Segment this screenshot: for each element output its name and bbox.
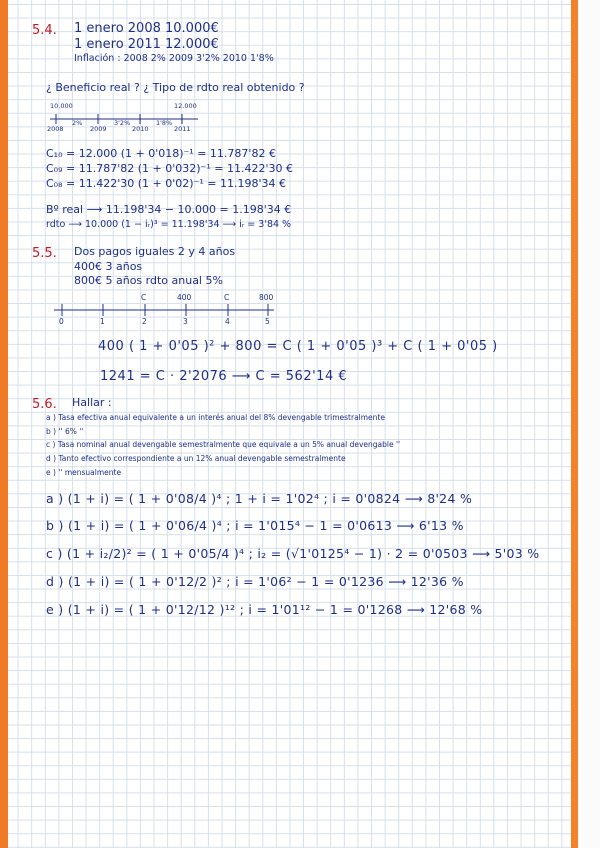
timeline-year-2009: 2009 (90, 125, 107, 133)
timeline-tick: 1 (100, 317, 105, 326)
exercise-5-5-result: 1241 = C · 2'2076 ⟶ C = 562'14 € (100, 369, 348, 384)
exercise-5-4-inflation: Inflación : 2008 2% 2009 3'2% 2010 1'8% (74, 53, 274, 64)
exercise-5-6-number: 5.6. (32, 397, 57, 412)
exercise-5-4-calc-2010: C₁₀ = 12.000 (1 + 0'018)⁻¹ = 11.787'82 € (46, 147, 276, 160)
timeline-year-2010: 2010 (132, 125, 149, 133)
exercise-5-4-real-profit: Bº real ⟶ 11.198'34 − 10.000 = 1.198'34 € (46, 203, 292, 216)
timeline-tick: 2 (142, 317, 147, 326)
exercise-5-5-line-3: 800€ 5 años rdto anual 5% (74, 274, 223, 287)
exercise-5-4-number: 5.4. (32, 23, 57, 38)
exercise-5-5-line-2: 400€ 3 años (74, 260, 143, 273)
timeline-payment-c-year-4: C (224, 293, 230, 302)
exercise-5-6-answer-a: a ) (1 + i) = ( 1 + 0'08/4 )⁴ ; 1 + i = 1'02⁴ ; i = 0'0824 ⟶ 8'24 % (46, 491, 473, 506)
exercise-5-6-statement-a: a ) Tasa efectiva anual equivalente a un interés anual del 8% devengable trimestralmente (46, 413, 385, 422)
exercise-5-6-statement-d: d ) Tanto efectivo correspondiente a un 12% anual devengable semestralmente (46, 454, 346, 463)
timeline-tick: 0 (59, 317, 64, 326)
timeline-value-end: 12.000 (174, 102, 197, 110)
timeline-value-start: 10.000 (50, 102, 73, 110)
exercise-5-6-statement-b: b ) '' 6% '' (46, 427, 84, 436)
timeline-rate-2008: 2% (72, 119, 83, 127)
exercise-5-4-line-1: 1 enero 2008 10.000€ (74, 21, 219, 36)
exercise-5-6-answer-e: e ) (1 + i) = ( 1 + 0'12/12 )¹² ; i = 1'01¹² − 1 = 0'1268 ⟶ 12'68 % (46, 602, 483, 617)
timeline-year-2011: 2011 (174, 125, 191, 133)
exercise-5-5-equation: 400 ( 1 + 0'05 )² + 800 = C ( 1 + 0'05 )³ + C ( 1 + 0'05 ) (98, 339, 498, 354)
exercise-5-4-calc-2009: C₀₉ = 11.787'82 (1 + 0'032)⁻¹ = 11.422'30 € (46, 162, 293, 175)
timeline-tick: 3 (183, 317, 188, 326)
exercise-5-6-title: Hallar : (72, 396, 112, 409)
exercise-5-6-answer-d: d ) (1 + i) = ( 1 + 0'12/2 )² ; i = 1'06² − 1 = 0'1236 ⟶ 12'36 % (46, 574, 464, 589)
timeline-payment-c-year-2: C (141, 293, 147, 302)
timeline-year-2008: 2008 (47, 125, 64, 133)
exercise-5-4-line-2: 1 enero 2011 12.000€ (74, 37, 219, 52)
timeline-tick: 4 (225, 317, 230, 326)
exercise-5-6-statement-e: e ) '' mensualmente (46, 468, 122, 477)
exercise-5-6-answer-b: b ) (1 + i) = ( 1 + 0'06/4 )⁴ ; i = 1'015⁴ − 1 = 0'0613 ⟶ 6'13 % (46, 518, 464, 533)
exercise-5-6-statement-c: c ) Tasa nominal anual devengable semestralmente que equivale a un 5% anual devengable '' (46, 440, 401, 449)
exercise-5-5-number: 5.5. (32, 246, 57, 261)
exercise-5-6-answer-c: c ) (1 + i₂/2)² = ( 1 + 0'05/4 )⁴ ; i₂ = (√1'0125⁴ − 1) · 2 = 0'0503 ⟶ 5'03 % (46, 546, 540, 561)
exercise-5-4-real-yield: rdto ⟶ 10.000 (1 − iᵣ)³ = 11.198'34 ⟶ iᵣ = 3'84 % (46, 219, 292, 230)
exercise-5-4-question: ¿ Beneficio real ? ¿ Tipo de rdto real obtenido ? (46, 81, 305, 94)
exercise-5-4-calc-2008: C₀₈ = 11.422'30 (1 + 0'02)⁻¹ = 11.198'34 € (46, 177, 286, 190)
exercise-5-5-line-1: Dos pagos iguales 2 y 4 años (74, 245, 236, 258)
timeline-rate-2009: 3'2% (114, 119, 131, 127)
timeline-payment-400: 400 (177, 293, 192, 302)
timeline-rate-2010: 1'8% (156, 119, 173, 127)
timeline-tick: 5 (265, 317, 270, 326)
timeline-payment-800: 800 (259, 293, 274, 302)
